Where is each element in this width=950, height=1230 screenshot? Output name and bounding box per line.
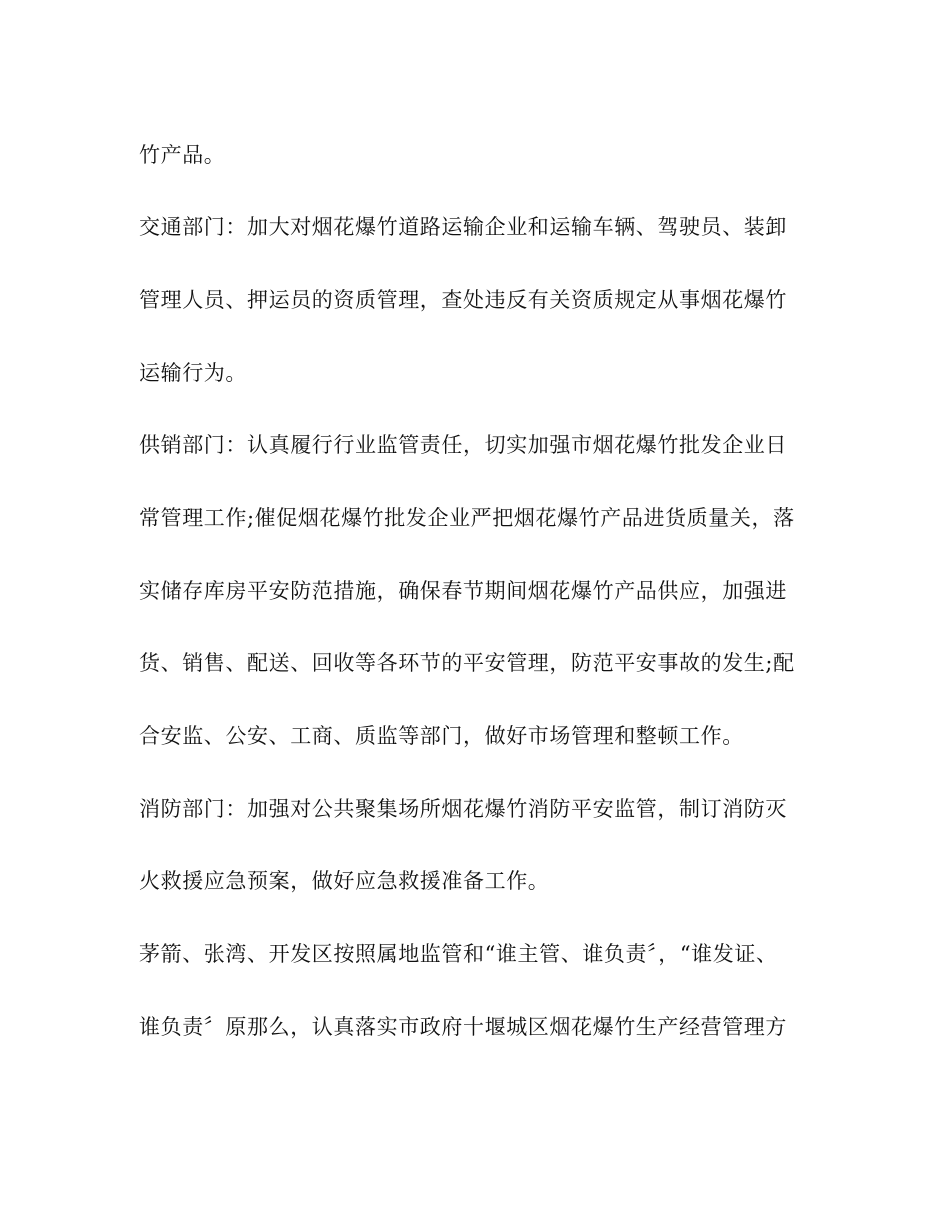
- text-line: 谁负责〞原那么，认真落实市政府十堰城区烟花爆竹生产经营管理方: [139, 1015, 787, 1039]
- text-line: 运输行为。: [139, 361, 247, 385]
- text-line: 合安监、公安、工商、质监等部门，做好市场管理和整顿工作。: [139, 724, 744, 748]
- text-line: 竹产品。: [139, 143, 226, 167]
- text-line: 火救援应急预案，做好应急救援准备工作。: [139, 869, 550, 893]
- text-line: 常管理工作;催促烟花爆竹批发企业严把烟花爆竹产品进货质量关，落: [139, 506, 795, 530]
- text-line: 管理人员、押运员的资质管理，查处违反有关资质规定从事烟花爆竹: [139, 288, 787, 312]
- text-line: 供销部门：认真履行行业监管责任，切实加强市烟花爆竹批发企业日: [139, 433, 787, 457]
- text-line: 消防部门：加强对公共聚集场所烟花爆竹消防平安监管，制订消防灭: [139, 797, 787, 821]
- text-line: 交通部门：加大对烟花爆竹道路运输企业和运输车辆、驾驶员、装卸: [139, 215, 787, 239]
- text-line: 茅箭、张湾、开发区按照属地监管和“谁主管、谁负责〞，“谁发证、: [139, 942, 778, 966]
- text-line: 货、销售、配送、回收等各环节的平安管理，防范平安事故的发生;配: [139, 651, 795, 675]
- text-line: 实储存库房平安防范措施，确保春节期间烟花爆竹产品供应，加强进: [139, 579, 787, 603]
